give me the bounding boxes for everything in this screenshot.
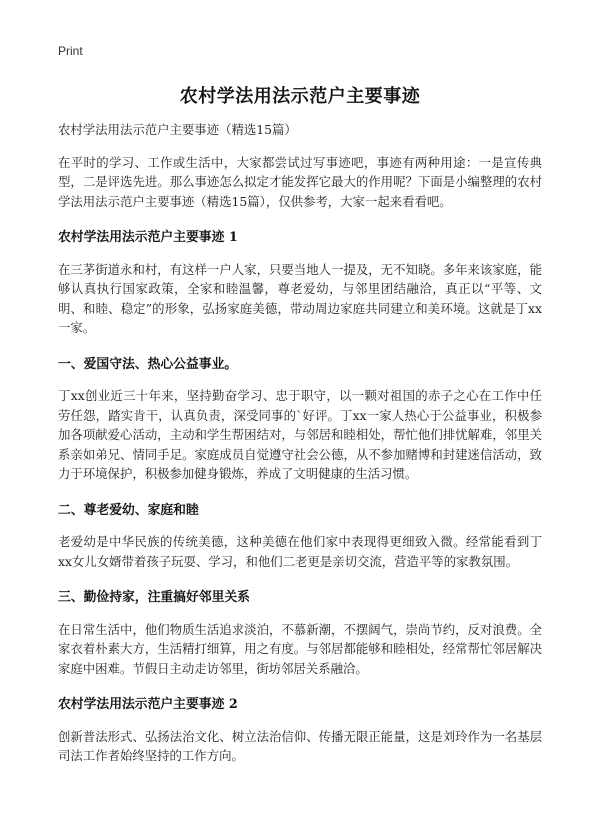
section-heading-5: 农村学法用法示范户主要事迹 2 (58, 697, 238, 712)
print-link[interactable]: Print (58, 44, 83, 58)
section-paragraph-3: 老爱幼是中华民族的传统美德，这种美德在他们家中表现得更细致入微。经常能看到丁xx女儿女婿带着孩子玩耍、学习，和他们二老更是亲切交流，营造平等的家教氛围。 (58, 534, 542, 569)
section-heading-1: 农村学法用法示范户主要事迹 1 (58, 230, 238, 245)
article-body (58, 120, 542, 783)
page-title: 农村学法用法示范户主要事迹 (179, 86, 421, 107)
section-heading-2: 一、爱国守法、热心公益事业。 (58, 356, 238, 372)
section-paragraph-1: 在三茅街道永和村，有这样一户人家，只要当地人一提及，无不知晓。多年来该家庭，能够认真执行国家政策，全家和睦温馨，尊老爱幼，与邻里团结融洽，真正以“平等、文明、和睦、稳定”的形象，弘扬家庭美德，带动周边家庭共同建立和美环境。这就是丁xx一家。 (58, 261, 542, 335)
section-paragraph-2: 丁xx创业近三十年来，坚持勤奋学习、忠于职守，以一颗对祖国的赤子之心在工作中任劳任怨，踏实肯干，认真负责，深受同事的`好评。丁xx一家人热心于公益事业，积极参加各项献爱心活动，主动和学生帮困结对，与邻居和睦相处，帮忙他们排忧解难，邻里关系亲如弟兄、情同手足。家庭成员自觉遵守社会公德，从不参加赌博和封建迷信活动，致力于环境保护，积极参加健身锻炼，养成了文明健康的生活习惯。 (58, 388, 542, 481)
article-subtitle: 农村学法用法示范户主要事迹（精选15篇） (58, 122, 297, 137)
section-heading-4: 三、勤俭持家，注重搞好邻里关系 (58, 590, 250, 605)
section-paragraph-5: 创新普法形式、弘扬法治文化、树立法治信仰、传播无限正能量，这是刘玲作为一名基层司法工作者始终坚持的工作方向。 (58, 728, 542, 763)
section-paragraph-4: 在日常生活中，他们物质生活追求淡泊，不慕新潮，不摆阔气，崇尚节约，反对浪费。全家衣着朴素大方，生活精打细算，用之有度。与邻居都能够和睦相处，经常帮忙邻居解决家庭中困难。节假日主动走访邻里，街坊邻居关系融洽。 (58, 621, 542, 676)
intro-paragraph: 在平时的学习、工作或生活中，大家都尝试过写事迹吧，事迹有两种用途：一是宣传典型，二是评选先进。那么事迹怎么拟定才能发挥它最大的作用呢？下面是小编整理的农村学法用法示范户主要事迹（精选15篇），仅供参考，大家一起来看看吧。 (58, 154, 542, 209)
section-heading-3: 二、尊老爱幼、家庭和睦 (58, 502, 199, 518)
